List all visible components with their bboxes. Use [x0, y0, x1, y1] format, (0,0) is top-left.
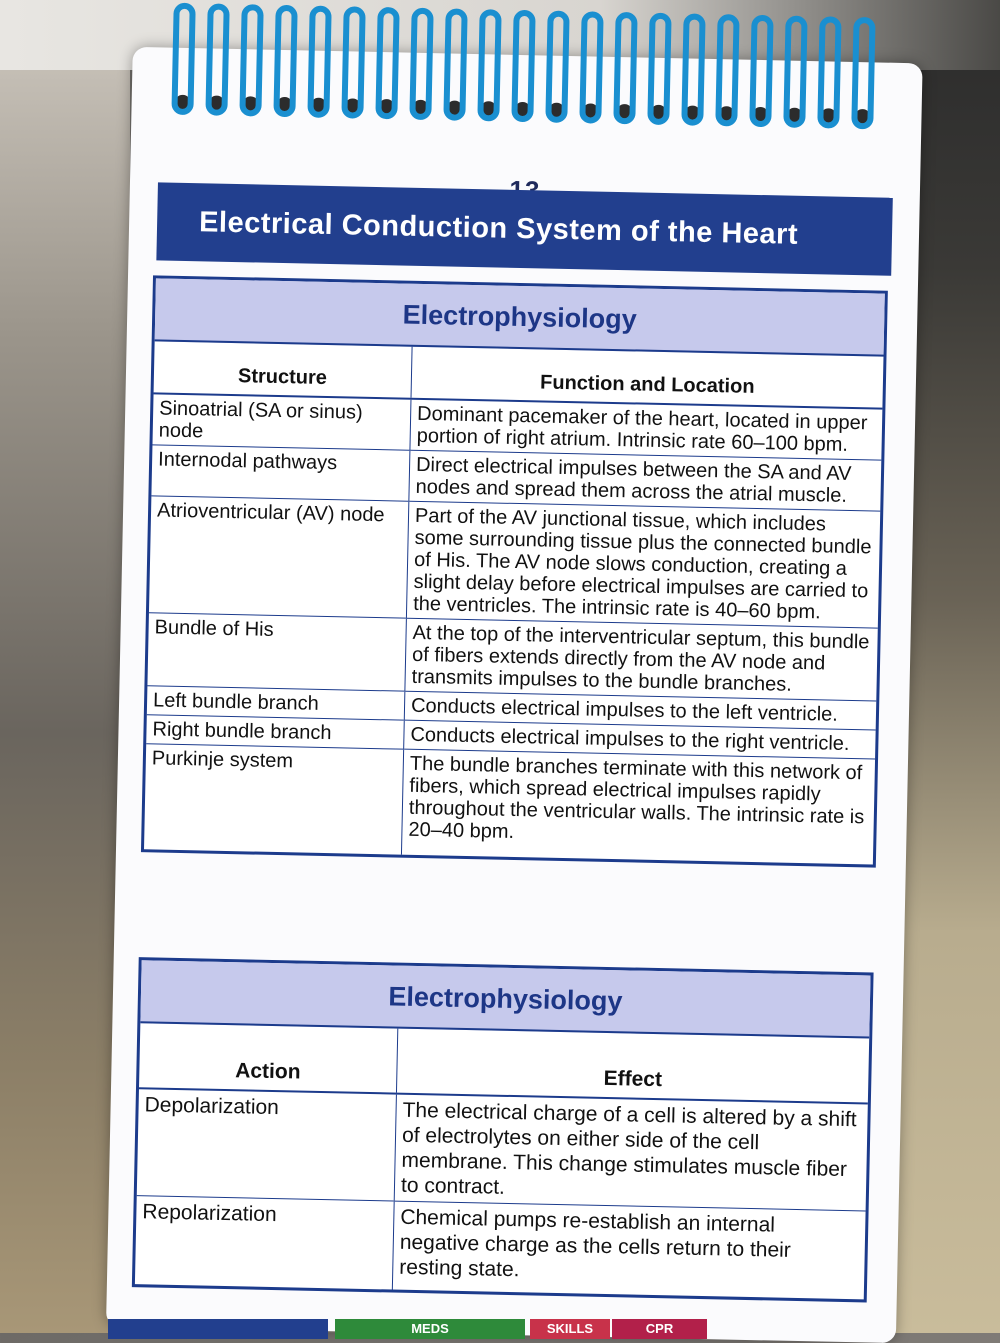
section-tabs: [0, 1317, 1000, 1339]
column-header-effect: Effect: [396, 1029, 869, 1104]
spiral-coil: [307, 6, 331, 118]
column-header-function: Function and Location: [411, 347, 883, 409]
spiral-coil: [443, 8, 467, 120]
function-cell: Direct electrical impulses between the SA and AV nodes and spread them across the atrial muscle.: [409, 450, 881, 511]
spiral-coil: [579, 11, 603, 123]
structure-cell: Sinoatrial (SA or sinus) node: [152, 393, 411, 450]
tab-skills[interactable]: SKILLS: [530, 1319, 610, 1339]
spiral-coil: [239, 4, 263, 116]
spiral-coil: [817, 16, 841, 128]
tab-meds[interactable]: MEDS: [335, 1319, 525, 1339]
table-header: Electrophysiology: [140, 960, 870, 1038]
table-header: Electrophysiology: [155, 278, 885, 356]
function-cell: Part of the AV junctional tissue, which includes some surrounding tissue plus the connected bundle of His. The AV node slows conduction, creating a slight delay before electrical impulses are carried to the ventricles. The intrinsic rate is 40–60 bpm.: [406, 501, 880, 628]
function-cell: At the top of the interventricular septum, this bundle of fibers extends directly from the AV node and transmits impulses to the bundle branches.: [405, 618, 878, 701]
spiral-coil: [409, 8, 433, 120]
table-grid: [135, 1023, 869, 1299]
function-cell: Dominant pacemaker of the heart, located in upper portion of right atrium. Intrinsic rate 60–100 bpm.: [410, 399, 882, 460]
spiral-coil: [341, 6, 365, 118]
spiral-coil: [715, 14, 739, 126]
structure-cell: Right bundle branch: [146, 715, 404, 749]
action-effect-table: [132, 957, 874, 1302]
structure-cell: Purkinje system: [144, 744, 404, 855]
reference-card: [106, 47, 923, 1343]
spiral-coil: [783, 16, 807, 128]
tab-blue[interactable]: [108, 1319, 328, 1339]
spiral-binding: [171, 3, 894, 148]
table-row: [137, 1088, 868, 1211]
action-cell: Repolarization: [135, 1196, 394, 1290]
spiral-coil: [545, 11, 569, 123]
action-cell: Depolarization: [137, 1088, 397, 1201]
spiral-coil: [613, 12, 637, 124]
spiral-coil: [171, 3, 195, 115]
table-row: [149, 496, 880, 628]
column-header-structure: Structure: [154, 341, 413, 398]
spiral-coil: [205, 3, 229, 115]
spiral-coil: [749, 15, 773, 127]
structure-cell: Atrioventricular (AV) node: [149, 496, 409, 618]
structure-cell: Internodal pathways: [151, 445, 410, 501]
tab-cpr[interactable]: CPR: [612, 1319, 707, 1339]
function-cell: The bundle branches terminate with this network of fibers, which spread electrical impulses rapidly throughout the ventricular walls. The intrinsic rate is 20–40 bpm.: [401, 749, 875, 864]
structure-cell: Bundle of His: [147, 613, 406, 691]
column-header-action: Action: [139, 1023, 398, 1093]
function-cell: Conducts electrical impulses to the left ventricle.: [404, 691, 876, 730]
table-grid: [144, 341, 883, 864]
spiral-coil: [375, 7, 399, 119]
spiral-coil: [647, 13, 671, 125]
spiral-coil: [273, 5, 297, 117]
spiral-coil: [851, 17, 875, 129]
spiral-coil: [681, 13, 705, 125]
table-row: [144, 744, 875, 865]
spiral-coil: [511, 10, 535, 122]
effect-cell: Chemical pumps re-establish an internal negative charge as the cells return to their resting state.: [392, 1201, 865, 1299]
effect-cell: The electrical charge of a cell is altered by a shift of electrolytes on either side of the cell membrane. This change stimulates muscle fiber to contract.: [394, 1094, 868, 1211]
page-title: Electrical Conduction System of the Heart: [156, 182, 892, 275]
table-row: [135, 1196, 866, 1300]
function-cell: Conducts electrical impulses to the right ventricle.: [404, 720, 876, 759]
spiral-coil: [477, 9, 501, 121]
structure-function-table: [141, 275, 888, 867]
structure-cell: Left bundle branch: [147, 686, 405, 720]
